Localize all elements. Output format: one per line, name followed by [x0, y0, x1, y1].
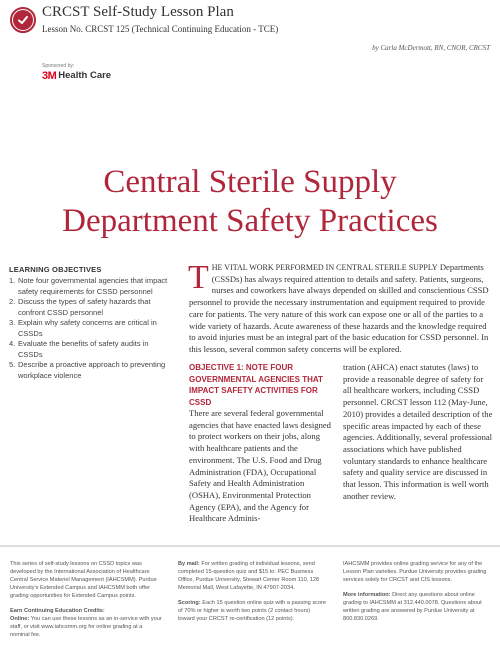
objective-number: 5. — [9, 360, 16, 369]
page-title-line1: Central Sterile Supply — [103, 164, 397, 200]
objective-item — [9, 339, 174, 360]
objectives-list — [9, 276, 174, 381]
objectives-heading: LEARNING OBJECTIVES — [9, 265, 102, 274]
footer-mail-label: By mail: — [178, 561, 200, 567]
objective-1-text-left: There are several federal governmental agencies that have enacted laws designed to protect workers on their jobs, along with healthcare patients and the environment. The U.S. Food and Drug Administration (FDA), Occupational Safety and Health Administration (OSHA), Environmental Protection Agency (EPA), and the Agency for Healthcare Adminis- — [189, 408, 331, 524]
objective-number: 3. — [9, 318, 16, 327]
footer-heading-credits: Earn Continuing Education Credits: — [10, 608, 105, 614]
sponsor-logo — [42, 70, 111, 81]
footer-scoring-label: Scoring: — [178, 600, 201, 606]
footer-intro: This series of self-study lessons on CSSD topics was developed by the International Association of Healthcare Central Service Materiel Management (IAHCSMM). Purdue University's Extended Campus and IAHCSMM both offer grading opportunities for Extended Campus points. — [10, 561, 157, 599]
footer-online-text: You can use these lessons as an in-service with your staff, or visit www.iahcsmm.org for online grading at a nominal fee. — [10, 616, 162, 638]
series-title: CRCST Self-Study Lesson Plan — [42, 4, 234, 20]
footer-more-info-label: More information: — [343, 592, 391, 598]
footer-online-label: Online: — [10, 616, 30, 622]
sponsor-logo-text: Health Care — [58, 70, 112, 81]
lesson-number: Lesson No. CRCST 125 (Technical Continuing Education - TCE) — [42, 24, 279, 34]
objective-text: Explain why safety concerns are critical in CSSDs — [18, 318, 157, 338]
footer-scoring-text: Each 15 question online quiz with a passing score of 70% or higher is worth two points (2 contact hours) toward your CRCST re-certification (12 points). — [178, 600, 327, 622]
objective-item — [9, 318, 174, 339]
body-column-right: tration (AHCA) enact statutes (laws) to provide a reasonable degree of safety for all healthcare workers, including CSSD personnel. CRCST lesson 112 (May-June, 2010) provides a detailed description of the specific areas impacted by each of these agencies. Additionally, several professional associations which have published voluntary standards to enhance healthcare safety and quality service are discussed in that lesson. This information is well worth another review. — [343, 362, 493, 501]
objective-item — [9, 276, 174, 297]
sponsored-by-label: Sponsored by: — [42, 63, 75, 69]
footer-column-2 — [178, 560, 326, 630]
author-byline: by Carla McDermott, RN, CNOR, CRCST — [372, 44, 490, 52]
objective-1-heading: OBJECTIVE 1: NOTE FOUR GOVERNMENTAL AGENCIES THAT IMPACT SAFETY ACTIVITIES FOR CSSD — [189, 363, 323, 407]
objective-text: Describe a proactive approach to preventing workplace violence — [18, 360, 166, 380]
objective-text: Note four governmental agencies that impact safety requirements for CSSD personnel — [18, 276, 168, 296]
footer-divider — [0, 545, 500, 547]
intro-paragraph — [188, 259, 492, 356]
footer-column-3 — [343, 560, 491, 630]
footer-more-info-text: Direct any questions about online grading to IAHCSMM at 312.440.0078. Questions about written grading are answered by Purdue University at 800.830.0269. — [343, 592, 482, 622]
sponsor-logo-3m: 3M — [42, 69, 57, 82]
objective-text: Evaluate the benefits of safety audits in CSSDs — [18, 339, 149, 359]
objective-number: 4. — [9, 339, 16, 348]
body-column-left — [189, 362, 334, 525]
objective-number: 1. — [9, 276, 16, 285]
footer-mail-text: For written grading of individual lessons, send completed 15-question quiz and $15 to: PEC Business Office, Purdue University, Stewart Center Room 110, 128 Memorial Mall, West Lafayette, IN 47907-2034. — [178, 561, 320, 591]
footer-grading-text: IAHCSMM provides online grading service for any of the Lesson Plan varieties. Purdue University provides grading services solely for CRCST and CIS lessons. — [343, 561, 487, 583]
objective-text: Discuss the types of safety hazards that confront CSSD personnel — [18, 297, 151, 317]
drop-cap: T — [188, 259, 209, 296]
objective-number: 2. — [9, 297, 16, 306]
objective-item — [9, 360, 174, 381]
objective-item — [9, 297, 174, 318]
page-title-line2: Department Safety Practices — [62, 203, 438, 239]
intro-lead: HE VITAL WORK PERFORMED IN CENTRAL STERILE SUPPLY — [211, 263, 438, 272]
check-badge-icon — [10, 7, 36, 33]
intro-body: Departments (CSSDs) has always required attention to details and safety. Patients, surgeons, nurses and coworkers have always depended on skilled and conscientious CSSD personnel to provide the necessary instrumentation and equipment required to provide care for patients. The very nature of this work can expose one or all of the parties to a wide variety of hazards. Acute awareness of these hazards and the knowledge required to avoid injuries must be an integral part of the basic education for CSSD personnel. In this lesson, several common safety concerns will be explored. — [189, 262, 489, 354]
footer-column-1 — [10, 560, 162, 646]
